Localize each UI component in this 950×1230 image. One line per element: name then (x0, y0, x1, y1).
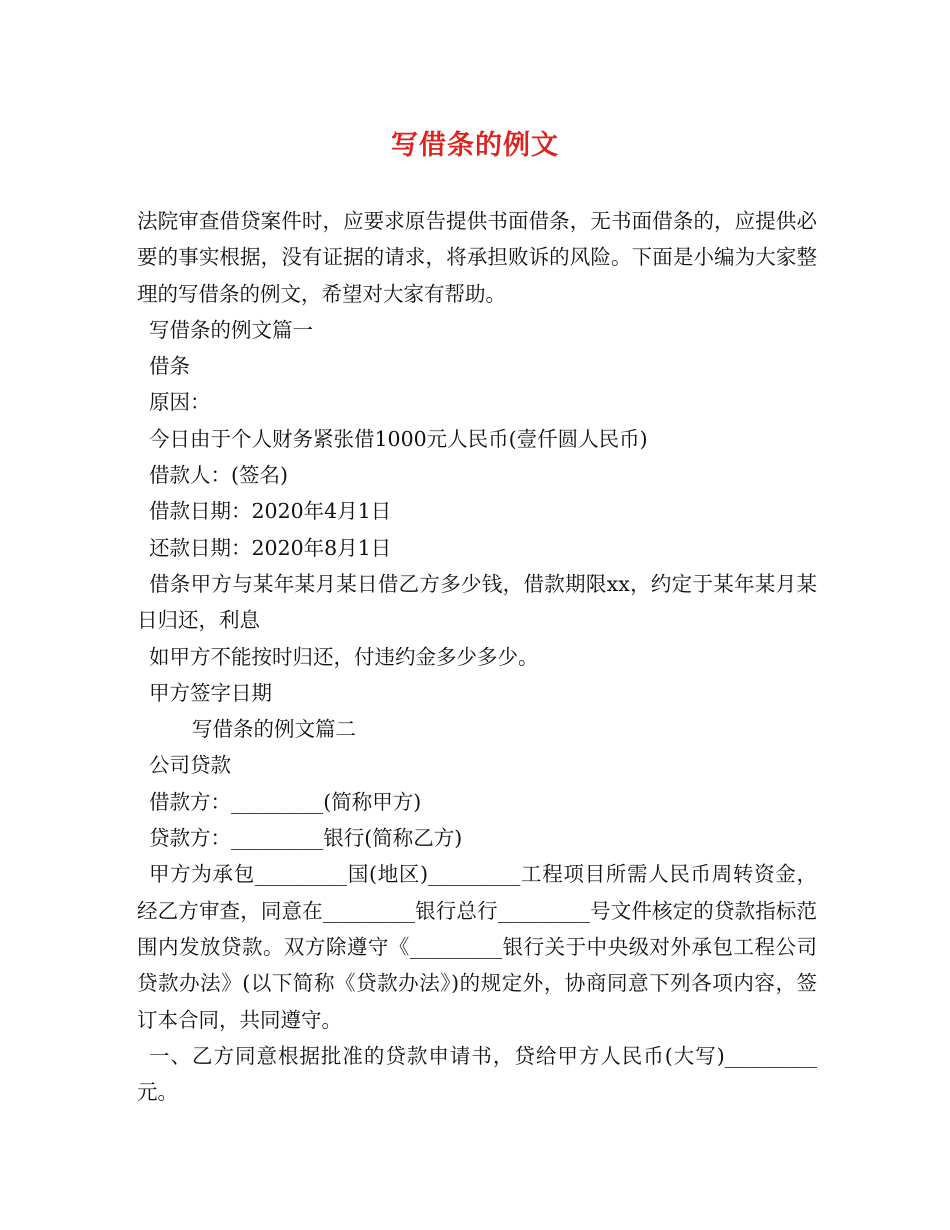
paragraph: 借条 (149, 354, 190, 379)
paragraph: 甲方签字日期 (149, 680, 272, 705)
paragraph: 一、乙方同意根据批准的贷款申请书，贷给甲方人民币(大写)_________元。 (137, 1043, 817, 1105)
paragraph: 公司贷款 (149, 753, 231, 778)
paragraph: 还款日期：2020年8月1日 (149, 535, 392, 560)
paragraph: 如甲方不能按时归还，付违约金多少多少。 (149, 644, 539, 669)
document-title: 写借条的例文 (391, 130, 559, 161)
document-body (137, 203, 817, 1110)
paragraph: 借款日期：2020年4月1日 (149, 499, 392, 524)
paragraph: 贷款方：_________银行(简称乙方) (149, 826, 463, 851)
paragraph: 今日由于个人财务紧张借1000元人民币(壹仟圆人民币) (149, 426, 648, 451)
paragraph: 借款方：_________(简称甲方) (149, 789, 422, 814)
paragraph: 甲方为承包_________国(地区)_________工程项目所需人民币周转资金，经乙方审查，同意在_________银行总行_________号文件核定的贷款指标范围内发放贷款。双方除遵守《_________银行关于中央级对外承包工程公司贷款办法》(以下简称《贷款办法》)的规定外，协商同意下列各项内容，签订本合同，共同遵守。 (137, 862, 817, 1032)
paragraph: 借条甲方与某年某月某日借乙方多少钱，借款期限xx，约定于某年某月某日归还，利息 (137, 571, 817, 633)
paragraph: 法院审查借贷案件时，应要求原告提供书面借条，无书面借条的，应提供必要的事实根据，没有证据的请求，将承担败诉的风险。下面是小编为大家整理的写借条的例文，希望对大家有帮助。 (137, 209, 817, 306)
paragraph: 写借条的例文篇二 (192, 717, 356, 742)
paragraph: 借款人：(签名) (149, 463, 288, 488)
paragraph: 原因： (149, 390, 211, 415)
paragraph: 写借条的例文篇一 (149, 317, 313, 342)
